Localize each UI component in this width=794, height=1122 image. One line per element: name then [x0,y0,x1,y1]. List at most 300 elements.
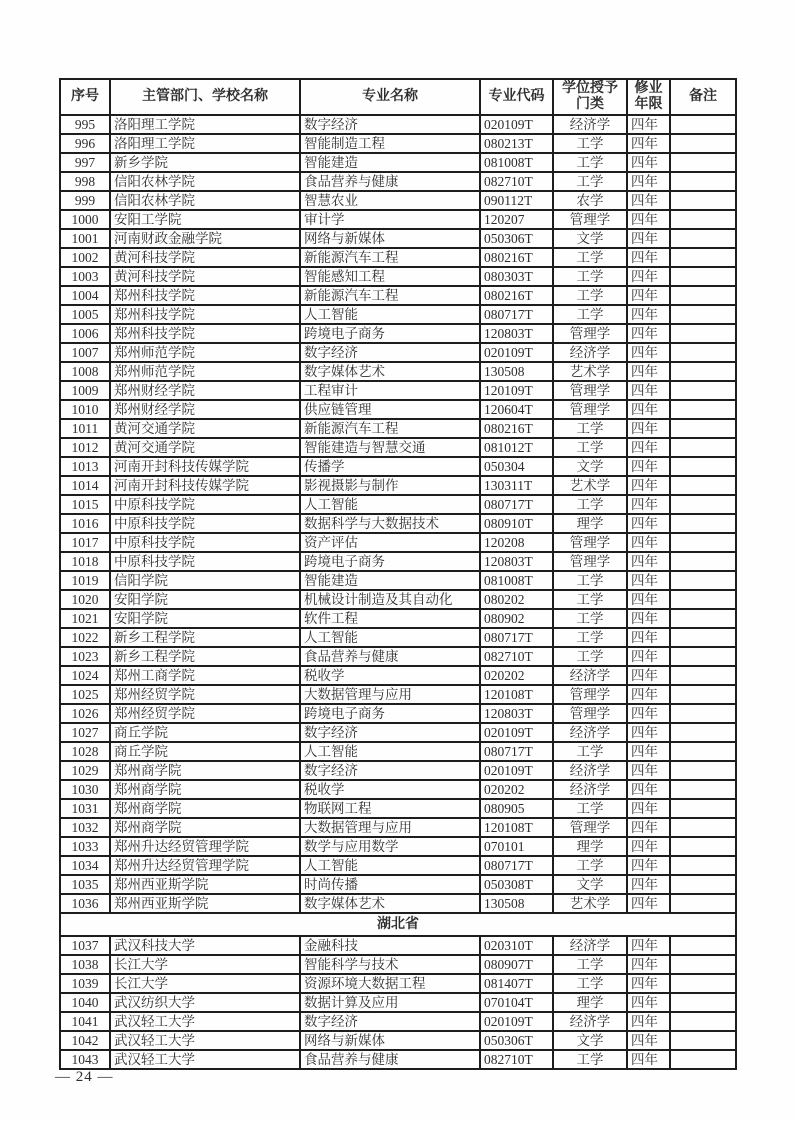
cell-no: 1035 [60,875,110,894]
header-degree: 学位授予门类 [553,79,627,115]
cell-years: 四年 [627,837,670,856]
cell-note [670,875,736,894]
cell-school: 郑州经贸学院 [110,704,300,723]
table-row [60,134,736,153]
cell-degree: 工学 [553,742,627,761]
cell-major: 大数据管理与应用 [300,685,480,704]
cell-years: 四年 [627,647,670,666]
cell-school: 郑州工商学院 [110,666,300,685]
cell-note [670,799,736,818]
cell-note [670,495,736,514]
cell-note [670,894,736,913]
cell-school: 新乡学院 [110,153,300,172]
cell-major: 数据科学与大数据技术 [300,514,480,533]
cell-major: 智能感知工程 [300,267,480,286]
cell-code: 090112T [480,191,553,210]
cell-school: 郑州科技学院 [110,324,300,343]
cell-degree: 理学 [553,993,627,1012]
table-header [60,79,736,115]
cell-note [670,628,736,647]
cell-note [670,552,736,571]
cell-degree: 文学 [553,1031,627,1050]
cell-no: 1038 [60,955,110,974]
cell-no: 1008 [60,362,110,381]
cell-no: 1007 [60,343,110,362]
cell-years: 四年 [627,955,670,974]
cell-degree: 工学 [553,419,627,438]
cell-note [670,742,736,761]
cell-years: 四年 [627,400,670,419]
cell-code: 080303T [480,267,553,286]
table-row [60,780,736,799]
cell-code: 120207 [480,210,553,229]
cell-school: 郑州经贸学院 [110,685,300,704]
cell-degree: 管理学 [553,381,627,400]
cell-school: 黄河交通学院 [110,419,300,438]
table-row [60,666,736,685]
cell-degree: 农学 [553,191,627,210]
cell-years: 四年 [627,457,670,476]
cell-degree: 管理学 [553,685,627,704]
cell-code: 080717T [480,305,553,324]
cell-note [670,419,736,438]
table-row [60,647,736,666]
cell-degree: 管理学 [553,324,627,343]
cell-code: 020109T [480,343,553,362]
cell-no: 1031 [60,799,110,818]
cell-code: 050306T [480,1031,553,1050]
cell-degree: 工学 [553,438,627,457]
cell-school: 黄河科技学院 [110,267,300,286]
cell-school: 中原科技学院 [110,552,300,571]
table-row [60,324,736,343]
table-row [60,267,736,286]
cell-school: 郑州科技学院 [110,305,300,324]
cell-code: 082710T [480,1050,553,1069]
cell-note [670,153,736,172]
cell-note [670,229,736,248]
header-major: 专业名称 [300,79,480,115]
cell-years: 四年 [627,305,670,324]
cell-major: 食品营养与健康 [300,172,480,191]
cell-school: 郑州升达经贸管理学院 [110,856,300,875]
cell-school: 武汉轻工大学 [110,1031,300,1050]
cell-school: 郑州升达经贸管理学院 [110,837,300,856]
table-row [60,1012,736,1031]
cell-no: 1017 [60,533,110,552]
cell-code: 080213T [480,134,553,153]
cell-degree: 经济学 [553,761,627,780]
cell-years: 四年 [627,974,670,993]
cell-years: 四年 [627,628,670,647]
cell-major: 新能源汽车工程 [300,419,480,438]
cell-code: 050304 [480,457,553,476]
cell-years: 四年 [627,172,670,191]
cell-code: 050306T [480,229,553,248]
cell-major: 供应链管理 [300,400,480,419]
cell-no: 1020 [60,590,110,609]
cell-years: 四年 [627,286,670,305]
table-row [60,818,736,837]
cell-school: 长江大学 [110,955,300,974]
cell-note [670,1050,736,1069]
cell-degree: 经济学 [553,343,627,362]
table-row [60,993,736,1012]
cell-code: 020109T [480,761,553,780]
cell-degree: 工学 [553,974,627,993]
cell-note [670,438,736,457]
cell-major: 人工智能 [300,305,480,324]
cell-years: 四年 [627,495,670,514]
cell-no: 1024 [60,666,110,685]
cell-years: 四年 [627,936,670,955]
cell-years: 四年 [627,514,670,533]
cell-school: 武汉轻工大学 [110,1012,300,1031]
cell-years: 四年 [627,856,670,875]
cell-code: 130311T [480,476,553,495]
cell-note [670,571,736,590]
cell-degree: 工学 [553,248,627,267]
cell-no: 997 [60,153,110,172]
cell-major: 跨境电子商务 [300,552,480,571]
cell-no: 1014 [60,476,110,495]
cell-school: 郑州商学院 [110,818,300,837]
cell-no: 1015 [60,495,110,514]
cell-school: 郑州西亚斯学院 [110,894,300,913]
cell-years: 四年 [627,704,670,723]
table-row [60,514,736,533]
cell-years: 四年 [627,894,670,913]
cell-school: 中原科技学院 [110,514,300,533]
cell-years: 四年 [627,571,670,590]
cell-no: 1026 [60,704,110,723]
cell-years: 四年 [627,115,670,134]
header-no: 序号 [60,79,110,115]
cell-no: 996 [60,134,110,153]
header-note: 备注 [670,79,736,115]
cell-note [670,305,736,324]
cell-no: 1001 [60,229,110,248]
cell-no: 1041 [60,1012,110,1031]
cell-no: 1042 [60,1031,110,1050]
cell-major: 人工智能 [300,628,480,647]
cell-school: 商丘学院 [110,723,300,742]
cell-degree: 经济学 [553,780,627,799]
cell-years: 四年 [627,267,670,286]
cell-major: 智能建造 [300,571,480,590]
cell-degree: 艺术学 [553,362,627,381]
cell-no: 1039 [60,974,110,993]
cell-code: 081407T [480,974,553,993]
cell-note [670,248,736,267]
cell-note [670,172,736,191]
cell-school: 郑州科技学院 [110,286,300,305]
header-years: 修业年限 [627,79,670,115]
cell-code: 070101 [480,837,553,856]
cell-note [670,666,736,685]
cell-note [670,856,736,875]
cell-note [670,837,736,856]
cell-note [670,704,736,723]
cell-note [670,1012,736,1031]
cell-major: 智能建造 [300,153,480,172]
cell-note [670,761,736,780]
table-row [60,609,736,628]
table-row [60,875,736,894]
cell-note [670,818,736,837]
table-row [60,115,736,134]
cell-no: 1040 [60,993,110,1012]
cell-code: 080907T [480,955,553,974]
cell-major: 人工智能 [300,495,480,514]
cell-no: 1010 [60,400,110,419]
cell-years: 四年 [627,153,670,172]
cell-code: 070104T [480,993,553,1012]
cell-major: 大数据管理与应用 [300,818,480,837]
cell-no: 1043 [60,1050,110,1069]
table-row [60,172,736,191]
cell-code: 020202 [480,666,553,685]
cell-code: 080902 [480,609,553,628]
cell-degree: 工学 [553,628,627,647]
cell-code: 080717T [480,495,553,514]
cell-degree: 工学 [553,153,627,172]
table-row [60,799,736,818]
cell-no: 1002 [60,248,110,267]
page-number: — 24 — [55,1069,114,1085]
cell-code: 020109T [480,115,553,134]
cell-code: 120803T [480,552,553,571]
header-row [60,79,736,115]
cell-years: 四年 [627,875,670,894]
cell-code: 080905 [480,799,553,818]
section-header-row [60,913,736,936]
table-row [60,742,736,761]
cell-years: 四年 [627,362,670,381]
cell-no: 1036 [60,894,110,913]
table-row [60,495,736,514]
cell-school: 河南财政金融学院 [110,229,300,248]
cell-school: 郑州商学院 [110,799,300,818]
cell-school: 郑州商学院 [110,761,300,780]
table-row [60,894,736,913]
cell-major: 时尚传播 [300,875,480,894]
cell-note [670,134,736,153]
cell-degree: 工学 [553,134,627,153]
cell-note [670,115,736,134]
cell-major: 人工智能 [300,856,480,875]
table-row [60,419,736,438]
cell-no: 1025 [60,685,110,704]
cell-major: 智慧农业 [300,191,480,210]
cell-code: 020109T [480,723,553,742]
cell-degree: 理学 [553,514,627,533]
cell-school: 信阳农林学院 [110,172,300,191]
table-row [60,533,736,552]
cell-school: 中原科技学院 [110,495,300,514]
cell-degree: 工学 [553,571,627,590]
cell-years: 四年 [627,818,670,837]
cell-code: 080910T [480,514,553,533]
cell-school: 信阳农林学院 [110,191,300,210]
cell-major: 网络与新媒体 [300,1031,480,1050]
table-row [60,362,736,381]
cell-degree: 经济学 [553,936,627,955]
cell-years: 四年 [627,799,670,818]
cell-years: 四年 [627,1012,670,1031]
table-body [60,115,736,1069]
cell-note [670,993,736,1012]
cell-major: 工程审计 [300,381,480,400]
cell-no: 1029 [60,761,110,780]
cell-major: 传播学 [300,457,480,476]
cell-school: 河南开封科技传媒学院 [110,457,300,476]
cell-school: 武汉轻工大学 [110,1050,300,1069]
cell-degree: 管理学 [553,552,627,571]
cell-years: 四年 [627,210,670,229]
cell-note [670,476,736,495]
cell-years: 四年 [627,343,670,362]
cell-code: 050308T [480,875,553,894]
cell-years: 四年 [627,685,670,704]
cell-code: 120604T [480,400,553,419]
cell-note [670,381,736,400]
table-row [60,704,736,723]
cell-note [670,324,736,343]
cell-code: 082710T [480,172,553,191]
cell-school: 郑州西亚斯学院 [110,875,300,894]
table-row [60,210,736,229]
cell-no: 1022 [60,628,110,647]
table-row [60,381,736,400]
table-row [60,229,736,248]
cell-major: 数字经济 [300,761,480,780]
cell-no: 1009 [60,381,110,400]
cell-school: 长江大学 [110,974,300,993]
cell-years: 四年 [627,476,670,495]
cell-school: 中原科技学院 [110,533,300,552]
table-row [60,571,736,590]
cell-code: 080717T [480,628,553,647]
cell-school: 武汉科技大学 [110,936,300,955]
cell-code: 020310T [480,936,553,955]
cell-school: 洛阳理工学院 [110,115,300,134]
cell-school: 郑州师范学院 [110,362,300,381]
cell-note [670,780,736,799]
cell-school: 新乡工程学院 [110,628,300,647]
cell-major: 数据计算及应用 [300,993,480,1012]
cell-major: 智能科学与技术 [300,955,480,974]
table-row [60,476,736,495]
cell-school: 信阳学院 [110,571,300,590]
cell-degree: 管理学 [553,400,627,419]
cell-major: 新能源汽车工程 [300,248,480,267]
cell-school: 新乡工程学院 [110,647,300,666]
cell-no: 1005 [60,305,110,324]
cell-major: 网络与新媒体 [300,229,480,248]
cell-major: 数字媒体艺术 [300,362,480,381]
cell-no: 1033 [60,837,110,856]
cell-school: 郑州财经学院 [110,381,300,400]
cell-code: 080202 [480,590,553,609]
cell-no: 1037 [60,936,110,955]
table-row [60,837,736,856]
cell-major: 物联网工程 [300,799,480,818]
cell-degree: 工学 [553,955,627,974]
cell-no: 1003 [60,267,110,286]
cell-school: 郑州财经学院 [110,400,300,419]
table-row [60,286,736,305]
cell-note [670,533,736,552]
cell-degree: 工学 [553,856,627,875]
cell-no: 1012 [60,438,110,457]
cell-years: 四年 [627,761,670,780]
header-code: 专业代码 [480,79,553,115]
cell-note [670,210,736,229]
cell-years: 四年 [627,723,670,742]
cell-no: 1021 [60,609,110,628]
cell-code: 080216T [480,248,553,267]
cell-school: 安阳学院 [110,590,300,609]
cell-code: 120803T [480,324,553,343]
cell-code: 080717T [480,856,553,875]
cell-major: 金融科技 [300,936,480,955]
cell-note [670,286,736,305]
cell-note [670,685,736,704]
cell-major: 影视摄影与制作 [300,476,480,495]
cell-code: 120803T [480,704,553,723]
cell-degree: 工学 [553,267,627,286]
cell-major: 机械设计制造及其自动化 [300,590,480,609]
cell-degree: 经济学 [553,115,627,134]
cell-degree: 文学 [553,875,627,894]
table-row [60,552,736,571]
cell-major: 资产评估 [300,533,480,552]
cell-years: 四年 [627,381,670,400]
cell-no: 1027 [60,723,110,742]
cell-code: 082710T [480,647,553,666]
cell-no: 999 [60,191,110,210]
cell-degree: 艺术学 [553,476,627,495]
cell-school: 洛阳理工学院 [110,134,300,153]
cell-major: 数字经济 [300,723,480,742]
cell-note [670,955,736,974]
table-row [60,723,736,742]
cell-degree: 经济学 [553,666,627,685]
cell-major: 智能制造工程 [300,134,480,153]
table-row [60,305,736,324]
cell-code: 081008T [480,153,553,172]
cell-years: 四年 [627,552,670,571]
table-row [60,248,736,267]
cell-years: 四年 [627,191,670,210]
table-row [60,856,736,875]
cell-no: 1034 [60,856,110,875]
cell-code: 130508 [480,362,553,381]
table-row [60,628,736,647]
cell-no: 1006 [60,324,110,343]
cell-no: 1016 [60,514,110,533]
cell-note [670,514,736,533]
cell-degree: 管理学 [553,704,627,723]
cell-degree: 工学 [553,172,627,191]
cell-years: 四年 [627,590,670,609]
cell-school: 安阳学院 [110,609,300,628]
cell-major: 跨境电子商务 [300,324,480,343]
table-row [60,1050,736,1069]
cell-major: 资源环境大数据工程 [300,974,480,993]
cell-code: 020109T [480,1012,553,1031]
